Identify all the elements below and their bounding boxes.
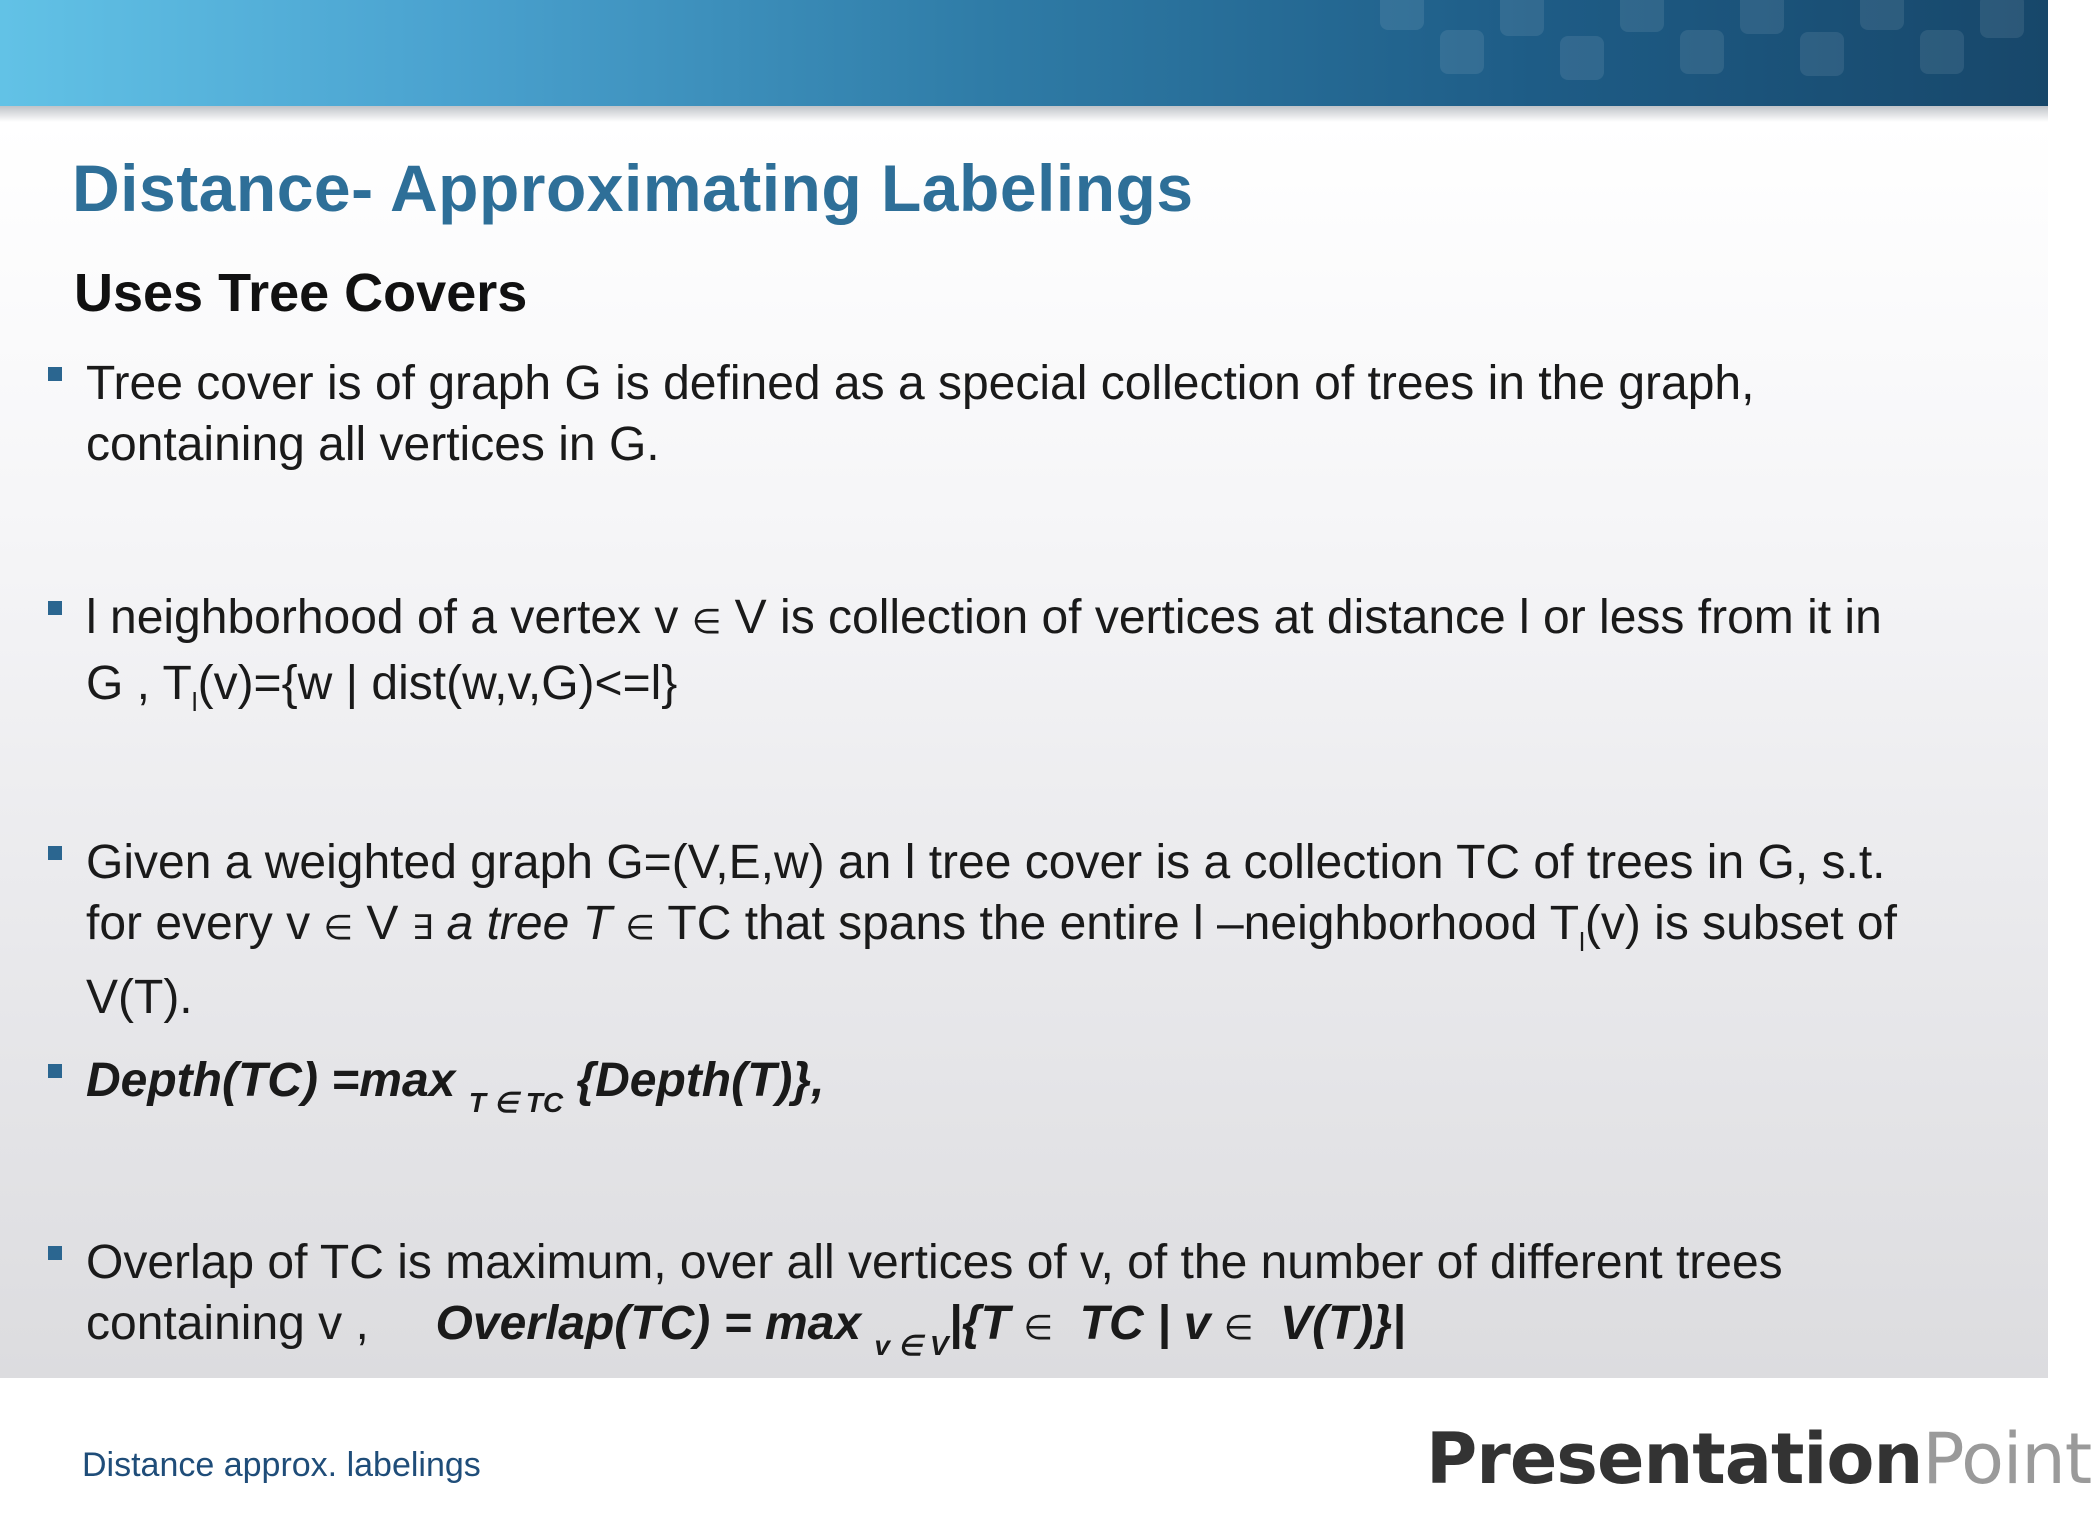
banner-tile: [1920, 30, 1964, 74]
slide-subtitle: Uses Tree Covers: [74, 263, 528, 323]
logo-text: Presentation: [1426, 1418, 1923, 1500]
header-banner: [0, 0, 2048, 106]
banner-tile: [1680, 30, 1724, 74]
bullet-line: Overlap of TC is maximum, over all vertices of v, of the number of different trees: [86, 1236, 1783, 1289]
bullet-depth-formula: [48, 1050, 2038, 1118]
element-of-symbol: ∈: [1023, 1308, 1053, 1348]
text-run: G , T: [86, 657, 192, 710]
bullet-tree-cover-definition: [48, 353, 2038, 475]
banner-tile: [1740, 0, 1784, 34]
banner-tile: [1440, 30, 1484, 74]
text-run: |{T: [948, 1297, 1024, 1350]
element-of-symbol: ∈: [691, 602, 722, 642]
text-run: for every v: [86, 897, 324, 950]
text-run: Depth(TC) =max: [86, 1054, 469, 1107]
bullet-line: V(T).: [86, 971, 193, 1024]
bullet-neighborhood-definition: [48, 587, 2038, 717]
footer-caption: Distance approx. labelings: [82, 1446, 481, 1484]
element-of-symbol: ∈: [1223, 1308, 1254, 1348]
subscript: l: [1579, 927, 1585, 957]
text-run: V: [353, 897, 412, 950]
subscript: l: [191, 687, 198, 717]
text-run: l neighborhood of a vertex v: [86, 591, 692, 644]
text-run: {Depth(T)},: [563, 1054, 825, 1107]
bullet-line: [86, 587, 2038, 653]
banner-tile: [1560, 36, 1604, 80]
bullet-line: [86, 1293, 2038, 1359]
bullet-overlap-definition: [48, 1232, 2038, 1359]
text-run: TC that spans the entire l –neighborhood T: [654, 897, 1580, 950]
text-run: V(T)}|: [1253, 1297, 1406, 1350]
bullet-marker-icon: [48, 367, 62, 381]
bullet-line: [86, 893, 2038, 959]
banner-shadow: [0, 106, 2048, 122]
bullet-line: containing all vertices in G.: [86, 418, 660, 471]
text-run: Overlap(TC) = max: [435, 1297, 875, 1350]
text-run: V is collection of vertices at distance l or less from it in: [721, 591, 1882, 644]
logo-text: Point: [1922, 1418, 2091, 1500]
banner-tile: [1620, 0, 1664, 32]
text-run: TC | v: [1052, 1297, 1224, 1350]
bullet-line: Given a weighted graph G=(V,E,w) an l tree cover is a collection TC of trees in G, s.t.: [86, 836, 1886, 889]
subscript: T ∈ TC: [468, 1087, 564, 1118]
text-run: a tree T: [433, 897, 626, 950]
subscript: v ∈ V: [874, 1330, 949, 1361]
banner-tile: [1500, 0, 1544, 36]
bullet-marker-icon: [48, 1064, 62, 1078]
slide-title: Distance- Approximating Labelings: [72, 151, 1194, 225]
text-run: containing v ,: [86, 1297, 436, 1350]
bullet-line: Tree cover is of graph G is defined as a special collection of trees in the graph,: [86, 357, 1755, 410]
element-of-symbol: ∈: [625, 908, 655, 948]
banner-tile: [1980, 0, 2024, 38]
banner-tile: [1380, 0, 1424, 30]
presentationpoint-logo: [1426, 1418, 2091, 1500]
text-run: (v)={w | dist(w,v,G)<=l}: [197, 657, 678, 710]
banner-tile: [1860, 0, 1904, 30]
element-of-symbol: ∈: [323, 908, 354, 948]
bullet-marker-icon: [48, 601, 62, 615]
bullet-tree-cover-formal: [48, 832, 2038, 1028]
exists-symbol: ∃: [411, 908, 434, 948]
bullet-marker-icon: [48, 1246, 62, 1260]
bullet-marker-icon: [48, 846, 62, 860]
bullet-line: [86, 653, 2038, 717]
banner-tile: [1800, 32, 1844, 76]
text-run: (v) is subset of: [1584, 897, 1897, 950]
